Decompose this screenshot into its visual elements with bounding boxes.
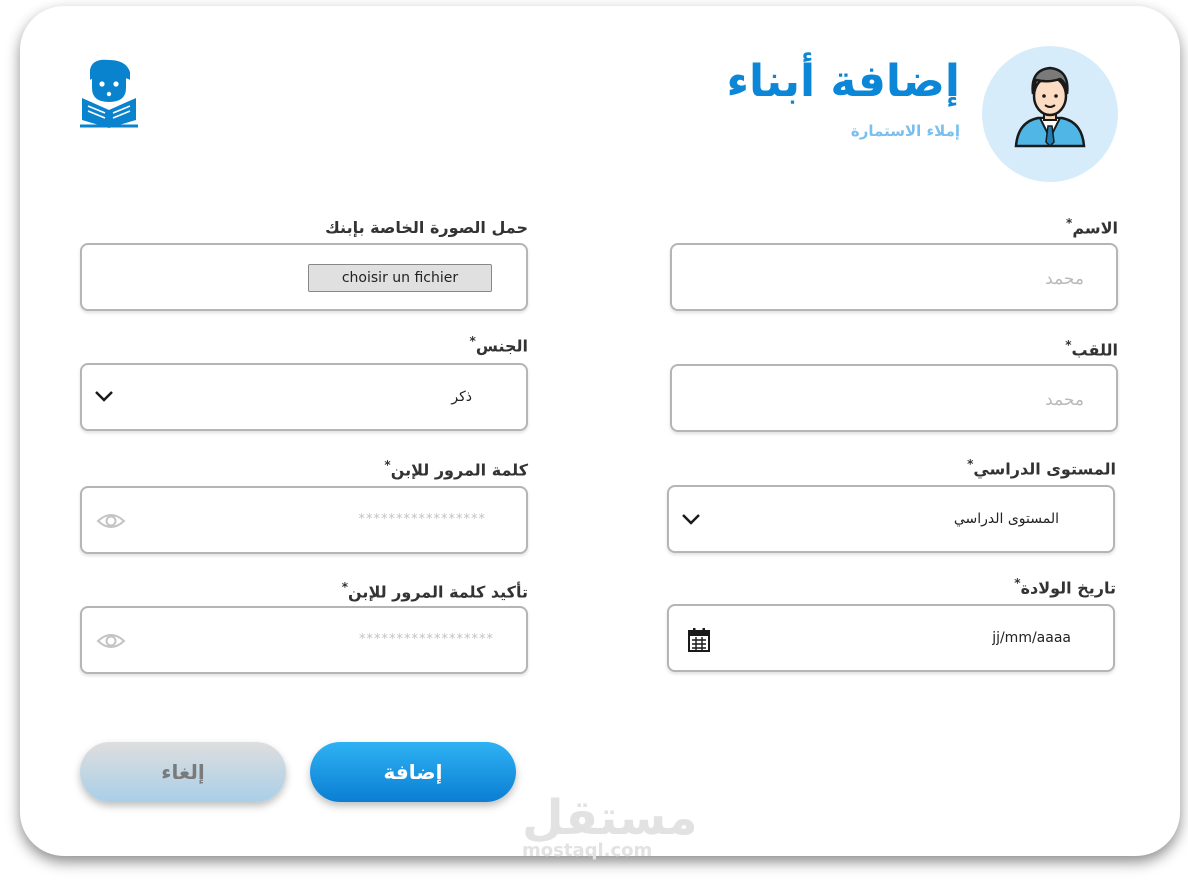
surname-field[interactable]	[670, 364, 1118, 432]
confirm-password-label: تأكيد كلمة المرور للإبن*	[341, 580, 528, 602]
choose-file-button[interactable]: choisir un fichier	[308, 264, 492, 292]
chevron-down-icon	[681, 512, 701, 526]
logo	[78, 58, 140, 134]
watermark-arabic: مستقل	[522, 790, 698, 846]
watermark-latin: mostaql.com	[522, 840, 653, 861]
page-title: إضافة أبناء	[726, 56, 960, 107]
chevron-down-icon	[94, 389, 114, 403]
name-label: الاسم*	[1066, 216, 1118, 238]
level-value: المستوى الدراسي	[953, 511, 1059, 527]
calendar-icon[interactable]	[687, 627, 711, 653]
child-reading-book-icon	[78, 58, 140, 130]
level-select[interactable]	[667, 485, 1115, 553]
level-label: المستوى الدراسي*	[967, 457, 1116, 479]
surname-label: اللقب*	[1065, 338, 1118, 360]
cancel-button[interactable]: إلغاء	[80, 742, 286, 802]
confirm-password-placeholder: ******************	[359, 632, 494, 647]
password-label: كلمة المرور للإبن*	[384, 458, 528, 480]
gender-select[interactable]	[80, 363, 528, 431]
user-avatar-icon	[982, 46, 1118, 182]
gender-label: الجنس*	[469, 334, 528, 356]
eye-icon[interactable]	[96, 511, 126, 531]
password-placeholder: *****************	[358, 512, 486, 527]
photo-upload-field	[80, 243, 528, 311]
birthdate-field[interactable]	[667, 604, 1115, 672]
birthdate-label: تاريخ الولادة*	[1014, 576, 1116, 598]
avatar	[982, 46, 1118, 182]
photo-label: حمل الصورة الخاصة بإبنك	[325, 218, 528, 237]
add-button[interactable]: إضافة	[310, 742, 516, 802]
gender-value: ذكر	[451, 389, 472, 405]
surname-placeholder: محمد	[1045, 390, 1084, 410]
birthdate-placeholder: jj/mm/aaaa	[992, 630, 1071, 646]
name-placeholder: محمد	[1045, 269, 1084, 289]
eye-icon[interactable]	[96, 631, 126, 651]
name-field[interactable]	[670, 243, 1118, 311]
page-subtitle: إملاء الاستمارة	[850, 122, 960, 140]
password-field[interactable]	[80, 486, 528, 554]
confirm-password-field[interactable]	[80, 606, 528, 674]
